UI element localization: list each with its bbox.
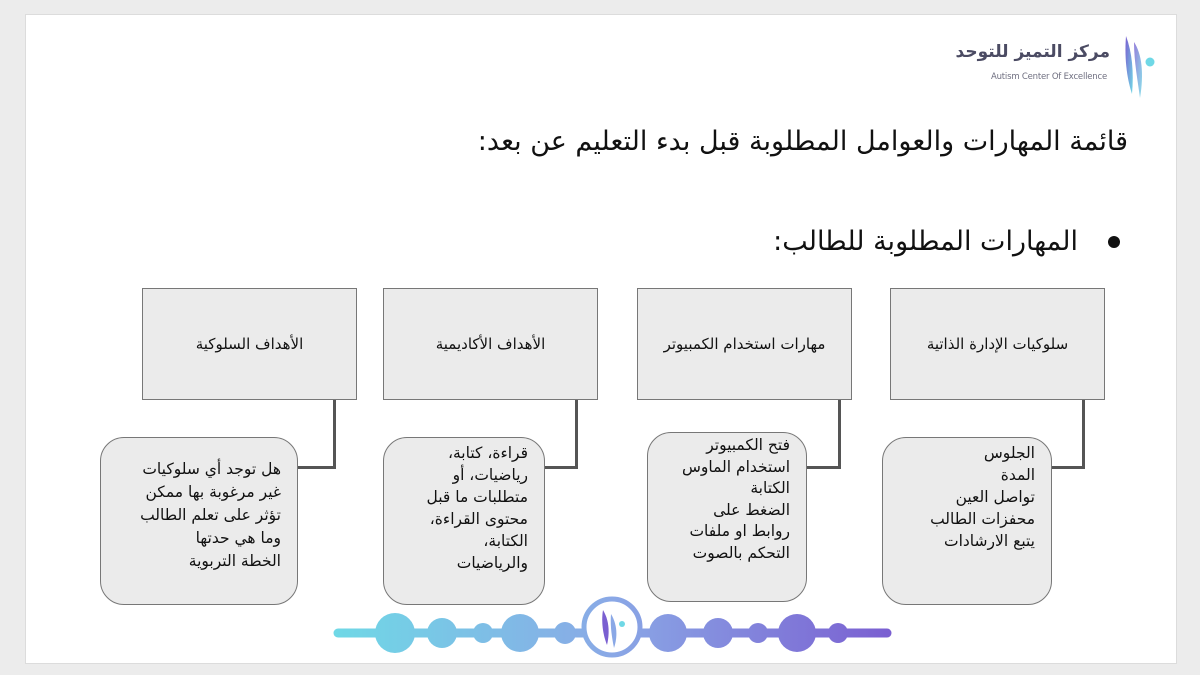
heading-behavioral-goals: [142, 288, 357, 400]
logo-mark-icon: [1112, 32, 1162, 106]
list-item: الجلوس: [983, 444, 1035, 462]
heading-academic-goals: [383, 288, 598, 400]
logo-english-name: Autism Center Of Excellence: [991, 72, 1107, 82]
list-item: تواصل العين: [955, 488, 1035, 506]
list-item: التحكم بالصوت: [692, 543, 790, 562]
list-item: محتوى القراءة،: [429, 510, 528, 528]
detail-self-management: [882, 437, 1052, 605]
list-item: والرياضيات: [456, 554, 528, 572]
heading-label: سلوكيات الإدارة الذاتية: [926, 335, 1069, 353]
list-item: هل توجد أي سلوكيات: [142, 460, 281, 478]
bullet-text: المهارات المطلوبة للطالب:: [773, 226, 1078, 257]
list-item: استخدام الماوس: [681, 457, 790, 476]
logo-arabic-name: مركز التميز للتوحد: [955, 42, 1110, 62]
connector-line: [838, 400, 841, 468]
list-item: يتبع الارشادات: [944, 532, 1035, 550]
list-item: تؤثر على تعلم الطالب: [140, 506, 281, 524]
list-item: الكتابة،: [483, 532, 528, 550]
connector-line: [296, 466, 336, 469]
list-item: قراءة، كتابة،: [447, 444, 528, 462]
detail-computer-skills: [647, 432, 807, 602]
connector-line: [805, 466, 841, 469]
connector-line: [543, 466, 578, 469]
list-item: فتح الكمبيوتر: [706, 436, 790, 454]
list-item: الكتابة: [750, 479, 790, 497]
connector-line: [1050, 466, 1085, 469]
list-item: الخطة التربوية: [188, 552, 281, 570]
logo: [955, 32, 1162, 106]
connector-line: [1082, 400, 1085, 468]
heading-computer-skills: [637, 288, 852, 400]
list-item: المدة: [1000, 466, 1035, 484]
heading-label: مهارات استخدام الكمبيوتر: [663, 335, 826, 353]
detail-academic-goals: [383, 437, 545, 605]
connector-line: [575, 400, 578, 468]
list-item: وما هي حدتها: [195, 529, 281, 547]
list-item: رياضيات، أو: [452, 466, 528, 484]
detail-behavioral-goals: [100, 437, 298, 605]
connector-line: [333, 400, 336, 468]
heading-label: الأهداف السلوكية: [195, 335, 304, 353]
heading-self-management: [890, 288, 1105, 400]
slide-title: قائمة المهارات والعوامل المطلوبة قبل بدء التعليم عن بعد:: [477, 126, 1128, 157]
list-item: غير مرغوبة بها ممكن: [145, 483, 281, 501]
list-item: محفزات الطالب: [930, 510, 1035, 528]
list-item: متطلبات ما قبل: [426, 488, 528, 506]
bullet-dot-icon: [1108, 236, 1120, 248]
heading-label: الأهداف الأكاديمية: [435, 335, 546, 353]
list-item: الضغط على: [713, 500, 790, 519]
list-item: روابط او ملفات: [689, 522, 790, 540]
bullet-item: [773, 226, 1120, 257]
